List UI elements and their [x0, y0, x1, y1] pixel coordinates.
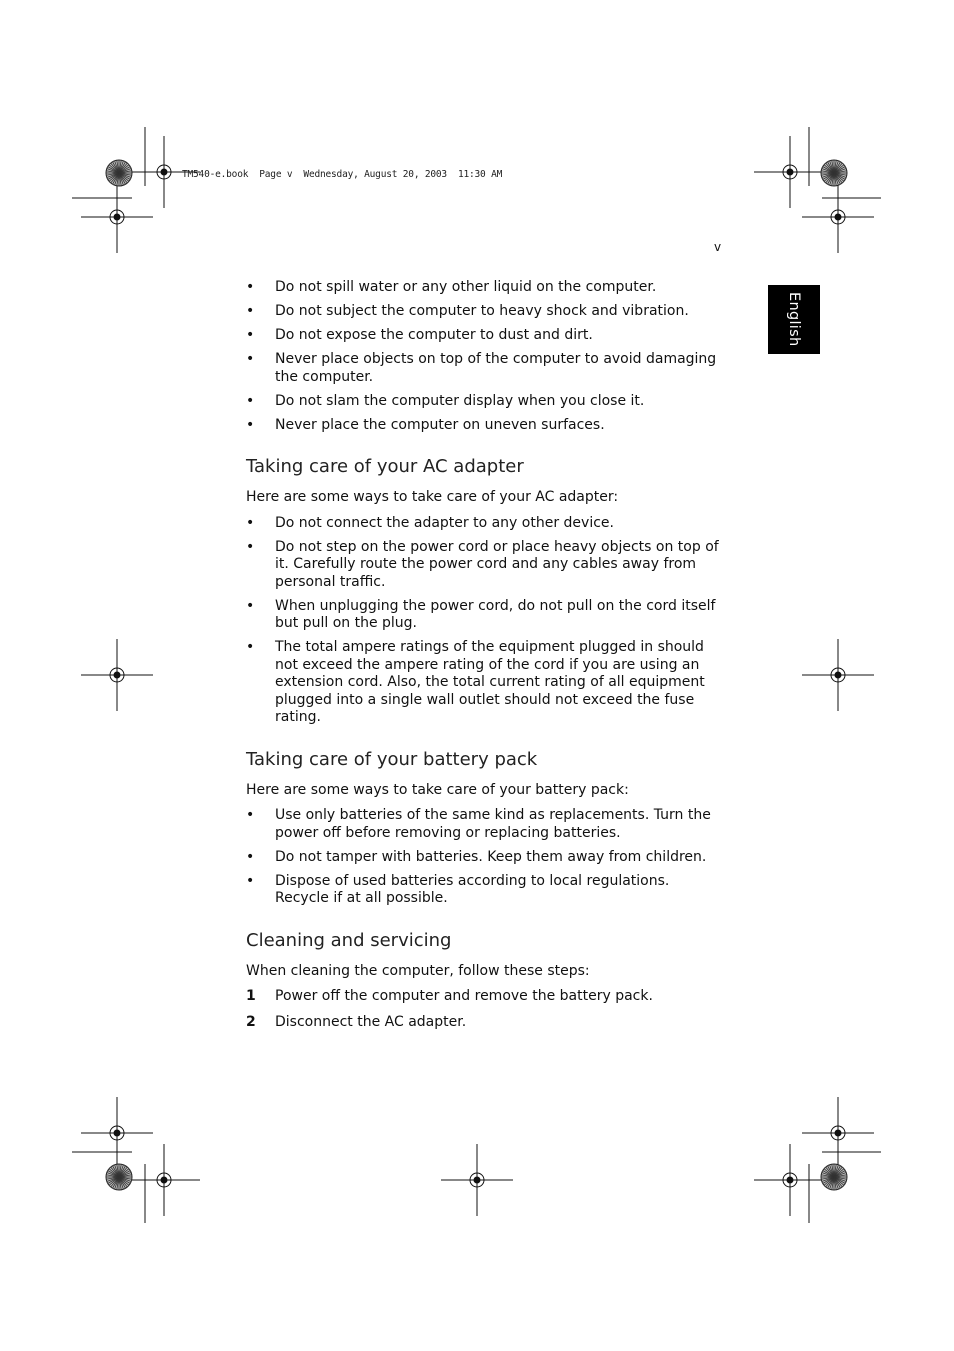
list-item-text: Do not connect the adapter to any other device. [275, 514, 614, 531]
list-item-text: Do not expose the computer to dust and dirt. [275, 327, 593, 343]
battery-intro: Here are some ways to take care of your battery pack: [246, 781, 629, 798]
ac-adapter-intro: Here are some ways to take care of your AC adapter: [246, 489, 619, 505]
ac-adapter-bullet-list [246, 515, 722, 727]
bullet-glyph: • [246, 392, 255, 409]
bullet-glyph: • [246, 351, 255, 367]
registration-mark [128, 1144, 200, 1216]
list-item [246, 279, 722, 297]
list-item-text: When unplugging the power cord, do not pull on the cord itself but pull on the plug. [275, 597, 716, 631]
list-item [246, 849, 722, 867]
registration-mark [81, 181, 153, 253]
list-item-text: Do not spill water or any other liquid on the computer. [275, 279, 657, 295]
bullet-glyph: • [246, 416, 255, 433]
bullet-glyph: • [246, 872, 255, 889]
bullet-glyph: • [246, 848, 255, 865]
registration-mark [754, 136, 826, 208]
color-target [106, 160, 132, 186]
registration-mark [81, 1097, 153, 1169]
list-item-text: Use only batteries of the same kind as replacements. Turn the power off before removing or replacing batteries. [275, 807, 711, 841]
language-tab [768, 285, 820, 354]
list-item-text: Do not slam the computer display when you close it. [275, 392, 645, 409]
list-item [246, 303, 722, 321]
bullet-glyph: • [246, 639, 255, 655]
registration-mark [802, 181, 874, 253]
step-number: 2 [246, 1014, 256, 1030]
list-item [246, 539, 722, 592]
color-target [821, 1164, 847, 1190]
list-item [246, 598, 722, 633]
list-item-text: Do not subject the computer to heavy shock and vibration. [275, 303, 689, 319]
bullet-glyph: • [246, 597, 255, 614]
registration-mark [802, 1097, 874, 1169]
list-item-text: Dispose of used batteries according to local regulations. Recycle if at all possible. [275, 872, 670, 906]
list-item-text: The total ampere ratings of the equipment plugged in should not exceed the ampere rating of the cord if you are using an extension cord. Also, the total current rating of all equipment plugged into a single wall outlet should not exceed the fuse rating. [275, 639, 705, 725]
list-item [246, 639, 722, 727]
book-slug-line: TM540-e.book Page v Wednesday, August 20, 2003 11:30 AM [182, 169, 503, 180]
step-item [246, 988, 722, 1006]
list-item [246, 417, 722, 435]
registration-mark [802, 639, 874, 711]
list-item [246, 351, 722, 386]
step-text: Power off the computer and remove the battery pack. [275, 988, 653, 1004]
list-item-text: Do not tamper with batteries. Keep them away from children. [275, 848, 707, 865]
bullet-glyph: • [246, 279, 255, 295]
list-item [246, 807, 722, 842]
list-item [246, 393, 722, 411]
list-item-text: Never place objects on top of the computer to avoid damaging the computer. [275, 351, 717, 385]
bullet-glyph: • [246, 538, 255, 555]
list-item-text: Do not step on the power cord or place heavy objects on top of it. Carefully route the power cord and any cables away from personal traffic. [275, 538, 719, 590]
battery-bullet-list [246, 807, 722, 908]
bullet-glyph: • [246, 514, 255, 531]
list-item [246, 327, 722, 345]
language-tab-label: English [786, 292, 802, 347]
registration-mark [754, 1144, 826, 1216]
bullet-glyph: • [246, 303, 255, 319]
step-number: 1 [246, 988, 256, 1004]
section-heading-ac-adapter: Taking care of your AC adapter [246, 456, 524, 477]
list-item [246, 873, 722, 908]
step-text: Disconnect the AC adapter. [275, 1014, 467, 1030]
bullet-glyph: • [246, 327, 255, 343]
list-item [246, 515, 722, 533]
list-item-text: Never place the computer on uneven surfaces. [275, 416, 605, 433]
section-heading-battery: Taking care of your battery pack [246, 748, 538, 770]
cleaning-intro: When cleaning the computer, follow these steps: [246, 962, 590, 979]
color-target [106, 1164, 132, 1190]
cleaning-steps-list [246, 988, 722, 1032]
bullet-glyph: • [246, 807, 255, 823]
section-heading-cleaning: Cleaning and servicing [246, 929, 452, 951]
page-number: v [714, 240, 722, 254]
registration-mark [81, 639, 153, 711]
color-target [821, 160, 847, 186]
page-content [246, 279, 722, 1040]
care-bullet-list [246, 279, 722, 434]
step-item [246, 1014, 722, 1032]
registration-mark [441, 1144, 513, 1216]
